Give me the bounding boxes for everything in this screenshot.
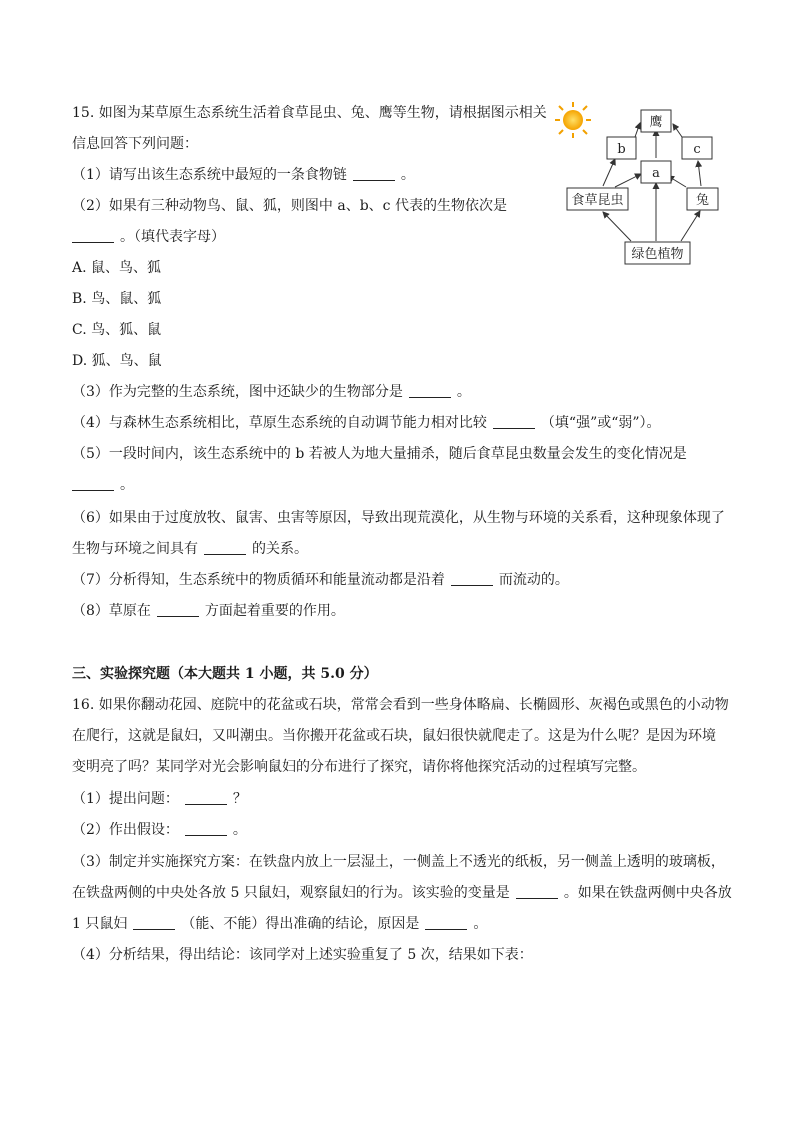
q15-part1: （1）请写出该生态系统中最短的一条食物链 。 [72, 167, 415, 183]
answer-blank[interactable] [516, 884, 558, 899]
option-c: C. 鸟、狐、鼠 [72, 322, 162, 338]
q15-part8: （8）草原在 方面起着重要的作用。 [72, 603, 345, 619]
q16-part3-line3: 1 只鼠妇 （能、不能）得出准确的结论，原因是 。 [72, 916, 488, 932]
q15-part5: （5）一段时间内，该生态系统中的 b 若被人为地大量捕杀，随后食草昆虫数量会发生的变化情况是 [72, 446, 687, 462]
q15-part6-line2: 生物与环境之间具有 的关系。 [72, 541, 308, 557]
q16-part2: （2）作出假设： 。 [72, 822, 247, 838]
svg-text:绿色植物: 绿色植物 [631, 247, 684, 262]
q15-stem-line1: 15. 如图为某草原生态系统生活着食草昆虫、兔、鹰等生物，请根据图示相关 [72, 105, 547, 121]
q15-part2: （2）如果有三种动物鸟、鼠、狐，则图中 a、b、c 代表的生物依次是 [72, 198, 507, 214]
q15-part2-answer: 。（填代表字母） [72, 227, 225, 247]
q15-stem-line2: 信息回答下列问题： [72, 136, 198, 152]
q16-stem-line2: 在爬行，这就是鼠妇，又叫潮虫。当你搬开花盆或石块，鼠妇很快就爬走了。这是为什么呢？是因为环境 [72, 728, 716, 744]
q16-part1: （1）提出问题： ？ [72, 791, 247, 807]
svg-text:兔: 兔 [695, 193, 710, 208]
node-eagle [641, 110, 671, 132]
svg-text:b: b [617, 142, 626, 157]
answer-blank[interactable] [204, 540, 246, 555]
svg-text:a: a [652, 166, 660, 181]
answer-blank[interactable] [72, 228, 114, 243]
node-herbivorous-insect [567, 188, 628, 210]
svg-text:食草昆虫: 食草昆虫 [571, 193, 624, 208]
section-heading: 三、实验探究题（本大题共 1 小题，共 5.0 分） [72, 666, 378, 682]
q16-part4: （4）分析结果，得出结论：该同学对上述实验重复了 5 次，结果如下表： [72, 947, 533, 963]
q15-part6: （6）如果由于过度放牧、鼠害、虫害等原因，导致出现荒漠化，从生物与环境的关系看，这种现象体现了 [72, 510, 725, 526]
answer-blank[interactable] [185, 790, 227, 805]
q15-part4: （4）与森林生态系统相比，草原生态系统的自动调节能力相对比较 （填“强”或“弱”）。 [72, 415, 661, 431]
answer-blank[interactable] [353, 166, 395, 181]
sun-icon [555, 102, 591, 138]
answer-blank[interactable] [72, 476, 114, 491]
answer-blank[interactable] [409, 383, 451, 398]
node-a [641, 161, 671, 183]
food-web-diagram [555, 102, 755, 270]
svg-text:鹰: 鹰 [649, 115, 663, 130]
q16-part3-line2: 在铁盘两侧的中央处各放 5 只鼠妇，观察鼠妇的行为。该实验的变量是 。如果在铁盘两侧中央各放 [72, 885, 732, 901]
q16-part3-line1: （3）制定并实施探究方案：在铁盘内放上一层湿土，一侧盖上不透光的纸板，另一侧盖上透明的玻璃板， [72, 854, 725, 870]
q15-part5-answer: 。 [72, 475, 134, 495]
q16-stem-line3: 变明亮了吗？某同学对光会影响鼠妇的分布进行了探究，请你将他探究活动的过程填写完整。 [72, 759, 646, 775]
q16-stem-line1: 16. 如果你翻动花园、庭院中的花盆或石块，常常会看到一些身体略扁、长椭圆形、灰褐色或黑色的小动物 [72, 697, 729, 713]
answer-blank[interactable] [185, 821, 227, 836]
option-a: A. 鼠、鸟、狐 [72, 260, 162, 276]
answer-blank[interactable] [133, 915, 175, 930]
option-b: B. 鸟、鼠、狐 [72, 291, 162, 307]
node-green-plants [625, 242, 690, 264]
option-d: D. 狐、鸟、鼠 [72, 353, 162, 369]
node-b [607, 137, 636, 159]
answer-blank[interactable] [157, 602, 199, 617]
svg-text:c: c [693, 142, 701, 157]
node-rabbit [687, 188, 718, 210]
q15-part7: （7）分析得知，生态系统中的物质循环和能量流动都是沿着 而流动的。 [72, 572, 569, 588]
answer-blank[interactable] [425, 915, 467, 930]
node-c [682, 137, 712, 159]
q15-part3: （3）作为完整的生态系统，图中还缺少的生物部分是 。 [72, 384, 471, 400]
answer-blank[interactable] [451, 571, 493, 586]
answer-blank[interactable] [493, 414, 535, 429]
